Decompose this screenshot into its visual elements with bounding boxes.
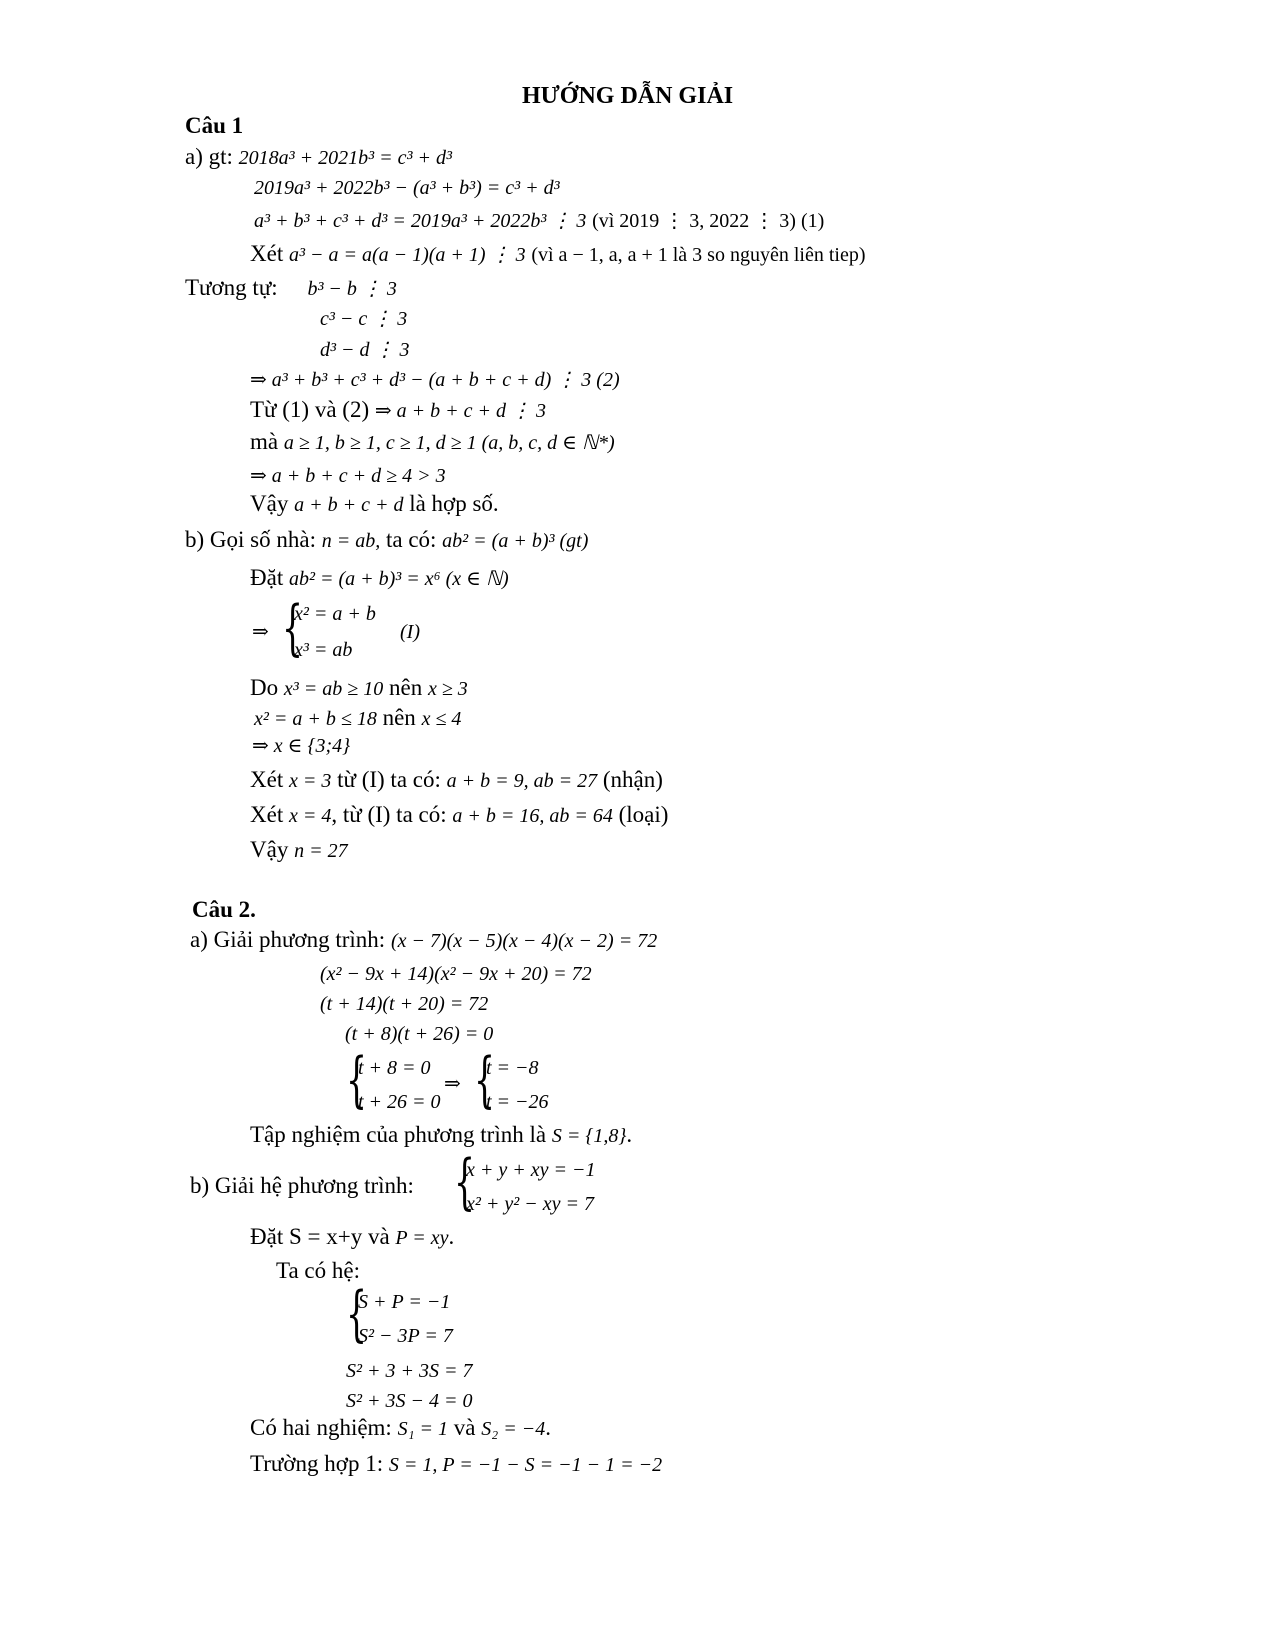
q1a-conclusion-tail: là hợp số. <box>409 491 499 516</box>
q1a-line-3 <box>254 206 824 235</box>
q2a-equation: (x − 7)(x − 5)(x − 4)(x − 2) = 72 <box>390 930 658 952</box>
q2b-system-brace: { <box>454 1147 476 1217</box>
q1b-line-2 <box>250 564 509 593</box>
q1a-line-5 <box>185 274 397 303</box>
q1b-system-row-2: x³ = ab <box>294 639 353 661</box>
q1a-b-divisible: b³ − b ⋮ 3 <box>307 278 397 300</box>
q1b-since-label: Do <box>250 675 279 700</box>
q1a-given-equation: 2018a³ + 2021b³ = c³ + d³ <box>238 147 453 169</box>
q1b-x-ge-3: x ≥ 3 <box>427 678 468 700</box>
q2a-line-3: (t + 14)(t + 20) = 72 <box>320 993 489 1015</box>
q2a-label: a) Giải phương trình: <box>190 927 386 952</box>
q2b-s2: S₂ = −4 <box>481 1418 546 1440</box>
q2b-case-1-label: Trường hợp 1: <box>250 1451 384 1476</box>
q2a-system-2-row-1: t = −8 <box>486 1057 539 1079</box>
q2b-system-2-row-1: S + P = −1 <box>358 1291 451 1313</box>
q2a-solution-set: S = {1,8} <box>551 1125 627 1147</box>
question-2-heading: Câu 2. <box>192 897 256 922</box>
q2b-set-label: Đặt S = x+y và <box>250 1224 390 1249</box>
q2b-line-8 <box>250 1450 662 1479</box>
q1b-case-3-mid: từ (I) ta có: <box>337 767 441 792</box>
q2b-period: . <box>545 1415 551 1440</box>
q2b-and: và <box>453 1415 476 1440</box>
q1b-case-4-mid: , từ (I) ta có: <box>331 802 447 827</box>
q1a-c-divisible: c³ − c ⋮ 3 <box>320 308 408 330</box>
q1b-n-def: n = ab, <box>321 530 381 552</box>
q1a-bounds: a ≥ 1, b ≥ 1, c ≥ 1, d ≥ 1 (a, b, c, d ∈ ℕ*) <box>283 432 615 454</box>
q1b-x-set: ⇒ x ∈ {3;4} <box>252 735 351 757</box>
q1b-case-4-label: Xét <box>250 802 284 827</box>
q1a-note-1: (vì 2019 ⋮ 3, 2022 ⋮ 3) (1) <box>592 210 825 232</box>
q2b-line-7 <box>250 1414 551 1443</box>
q1b-system-row-1: x² = a + b <box>294 603 376 625</box>
q1b-so-2: nên <box>382 705 416 730</box>
q1b-line-1 <box>185 526 588 555</box>
q1b-case-4-reject: (loại) <box>618 802 669 827</box>
q2a-system-2-brace: { <box>474 1045 496 1115</box>
q1b-line-7 <box>250 766 663 795</box>
q1b-lower-cube: x³ = ab ≥ 10 <box>283 678 384 700</box>
q1b-case-3-accept: (nhận) <box>602 767 663 792</box>
q1a-conclusion-label: Vậy <box>250 491 289 516</box>
q1b-final-label: Vậy <box>250 837 289 862</box>
q1b-case-3-values: a + b = 9, ab = 27 <box>446 770 598 792</box>
q2a-implies: ⇒ <box>444 1073 461 1095</box>
q1a-similarly-label: Tương tự: <box>185 275 278 300</box>
q1a-line-9 <box>250 396 546 425</box>
q2b-system-2-row-2: S² − 3P = 7 <box>358 1325 453 1347</box>
q2b-system-row-1: x + y + xy = −1 <box>466 1159 596 1181</box>
q1b-line-9 <box>250 836 348 865</box>
q1a-sum-div-3: ⇒ a + b + c + d ⋮ 3 <box>374 400 546 422</box>
page-title: HƯỚNG DẪN GIẢI <box>522 83 734 109</box>
q1b-system-brace: { <box>282 593 304 663</box>
q2a-system-1-row-1: t + 8 = 0 <box>358 1057 431 1079</box>
q1a-sum-expr: a + b + c + d <box>294 494 404 516</box>
q1b-answer: n = 27 <box>294 840 348 862</box>
q2b-system-intro: Ta có hệ: <box>276 1258 360 1283</box>
q1b-so-1: nên <box>388 675 423 700</box>
q2a-system-2-row-2: t = −26 <box>486 1091 549 1113</box>
q1a-line-10 <box>250 428 615 457</box>
q2b-label: b) Giải hệ phương trình: <box>190 1173 414 1198</box>
q2a-system-1-row-2: t + 26 = 0 <box>358 1091 441 1113</box>
question-1-heading: Câu 1 <box>185 113 244 138</box>
q1b-given: ab² = (a + b)³ (gt) <box>442 530 589 552</box>
q2a-line-6 <box>250 1121 632 1150</box>
q2b-line-2 <box>250 1223 454 1252</box>
q1b-line-5 <box>254 704 461 733</box>
q1a-from-label: Từ (1) và (2) <box>250 397 370 422</box>
q1b-x-3: x = 3 <box>288 770 332 792</box>
q1a-d-divisible: d³ − d ⋮ 3 <box>320 339 410 361</box>
q1a-line-4 <box>250 240 865 269</box>
q1b-substitution: ab² = (a + b)³ = x⁶ (x ∈ ℕ) <box>288 568 509 590</box>
q1a-line-11: ⇒ a + b + c + d ≥ 4 > 3 <box>250 465 446 487</box>
q1a-line-1 <box>185 143 452 172</box>
q1b-case-3-label: Xét <box>250 767 284 792</box>
q2a-system-1-brace: { <box>346 1045 368 1115</box>
q1b-x-le-4: x ≤ 4 <box>421 708 462 730</box>
q2b-s1: S₁ = 1 <box>397 1418 449 1440</box>
q1b-label: b) Gọi số nhà: <box>185 527 316 552</box>
q2b-set-period: . <box>448 1224 455 1249</box>
q1b-we-have: ta có: <box>385 527 437 552</box>
q2a-line-4: (t + 8)(t + 26) = 0 <box>345 1023 494 1045</box>
q1b-line-4 <box>250 674 468 703</box>
q2a-solution-period: . <box>626 1122 633 1147</box>
q2b-two-solutions-label: Có hai nghiệm: <box>250 1415 392 1440</box>
q2a-solution-label: Tập nghiệm của phương trình là <box>250 1122 547 1147</box>
q1b-x-4: x = 4 <box>288 805 332 827</box>
q2a-line-1 <box>190 926 657 955</box>
q1a-line-12 <box>250 490 499 519</box>
q1a-line-8: ⇒ a³ + b³ + c³ + d³ − (a + b + c + d) ⋮ 3 (2) <box>250 369 620 391</box>
q2b-line-5: S² + 3 + 3S = 7 <box>346 1360 473 1382</box>
q2b-p-def: P = xy <box>395 1227 449 1249</box>
q2a-line-2: (x² − 9x + 14)(x² − 9x + 20) = 72 <box>320 963 592 985</box>
q1b-case-4-values: a + b = 16, ab = 64 <box>452 805 613 827</box>
q1a-but-label: mà <box>250 429 279 454</box>
q1a-line-2: 2019a³ + 2022b³ − (a³ + b³) = c³ + d³ <box>254 177 560 199</box>
q2b-line-6: S² + 3S − 4 = 0 <box>346 1390 473 1412</box>
q1b-set-label: Đặt <box>250 565 284 590</box>
q2b-system-2-brace: { <box>346 1279 368 1349</box>
q1a-label: a) gt: <box>185 144 233 169</box>
q1a-factorization: a³ − a = a(a − 1)(a + 1) ⋮ 3 <box>288 244 526 266</box>
q1b-implies: ⇒ <box>252 621 269 643</box>
q1b-system-tag: (I) <box>400 621 420 643</box>
q1b-line-8 <box>250 801 668 830</box>
q1b-upper-square: x² = a + b ≤ 18 <box>254 708 377 730</box>
q1a-consider-label: Xét <box>250 241 284 266</box>
q1a-note-2: (vì a − 1, a, a + 1 là 3 so nguyên liên tiep) <box>531 244 866 266</box>
q1a-sum-divisible: a³ + b³ + c³ + d³ = 2019a³ + 2022b³ ⋮ 3 <box>254 210 587 232</box>
q2b-case-1-values: S = 1, P = −1 − S = −1 − 1 = −2 <box>388 1454 663 1476</box>
q2b-system-row-2: x² + y² − xy = 7 <box>466 1193 594 1215</box>
